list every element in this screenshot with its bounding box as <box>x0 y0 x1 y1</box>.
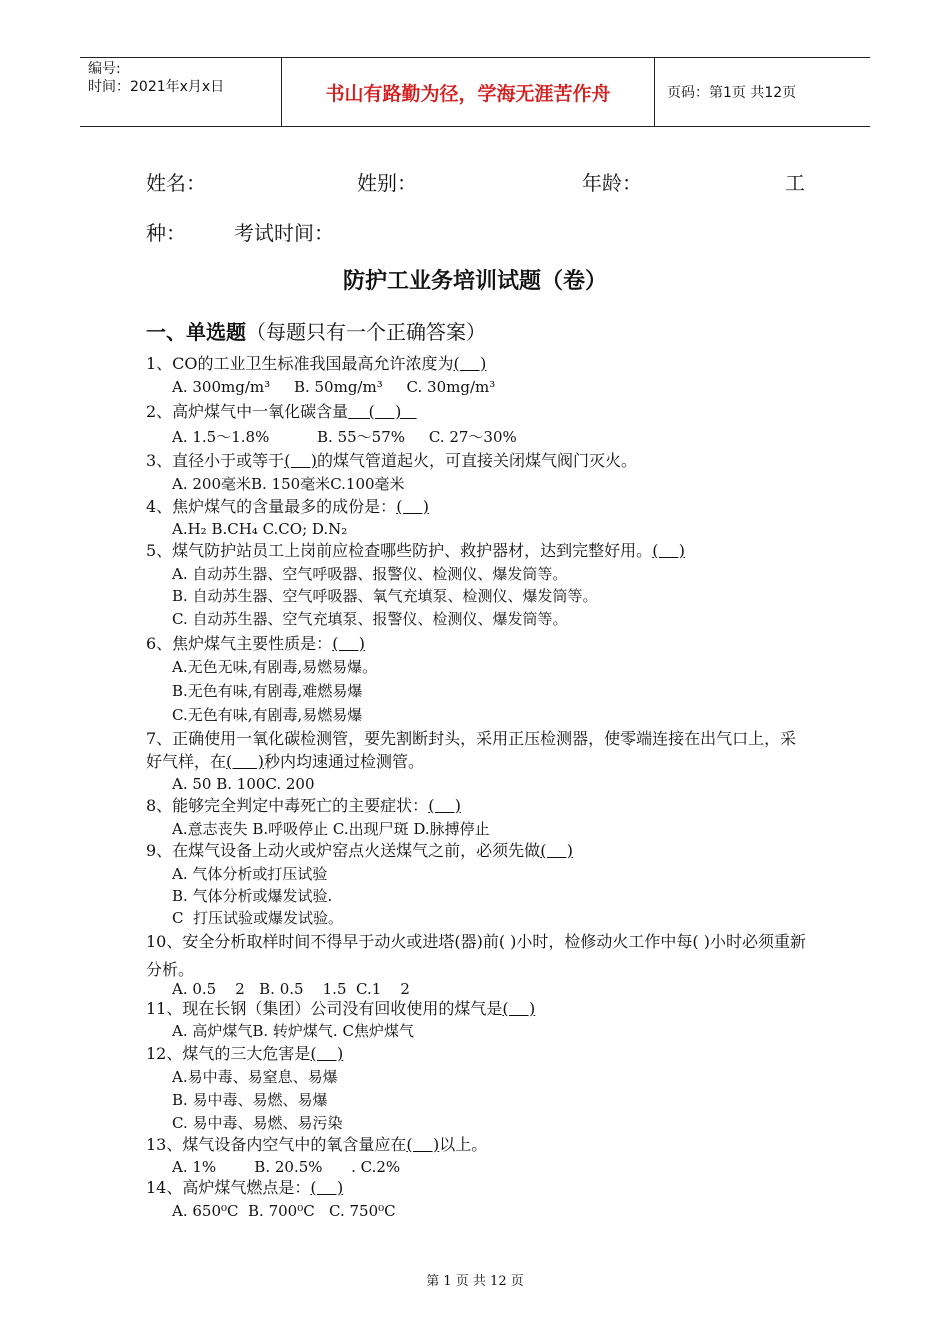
question-8 <box>146 795 811 817</box>
page-title: 防护工业务培训试题（卷） <box>342 269 607 294</box>
options-q13: A. 1% B. 20.5% . C.2% <box>172 1158 401 1176</box>
answer-blank: ( ) <box>310 1178 344 1197</box>
header-page-info: 页码：第1页 共12页 <box>667 85 797 101</box>
question-12 <box>146 1043 811 1065</box>
options-q8: A.意志丧失 B.呼吸停止 C.出现尸斑 D.脉搏停止 <box>172 820 490 838</box>
question-14 <box>146 1177 811 1199</box>
question-4 <box>146 496 811 518</box>
question-text: 13、煤气设备内空气中的氧含量应在 <box>146 1135 407 1154</box>
question-13 <box>146 1134 811 1156</box>
options-q5-b: B. 自动苏生器、空气呼吸器、氧气充填泵、检测仪、爆发筒等。 <box>172 587 598 605</box>
options-q12-b: B. 易中毒、易燃、易爆 <box>172 1091 328 1109</box>
options-q4: A.H₂ B.CH₄ C.CO; D.N₂ <box>172 520 348 538</box>
answer-blank: ( ) <box>332 634 366 653</box>
answer-blank: ( ) <box>428 796 462 815</box>
question-text: 5、煤气防护站员工上岗前应检查哪些防护、救护器材，达到完整好用。 <box>146 541 653 560</box>
answer-blank: ( ) <box>310 1044 344 1063</box>
time-label: 时间：2021年x月x日 <box>88 79 225 95</box>
age-field: 年龄： <box>582 171 642 195</box>
section-note: （每题只有一个正确答案） <box>246 320 486 344</box>
question-text-after: 以上。 <box>439 1135 488 1154</box>
question-10 <box>146 928 811 984</box>
options-q6-a: A.无色无味,有剧毒,易燃易爆。 <box>172 658 378 676</box>
question-text: 14、高炉煤气燃点是： <box>146 1178 311 1197</box>
section-heading <box>146 316 486 345</box>
question-text: 9、在煤气设备上动火或炉窑点火送煤气之前，必须先做 <box>146 841 541 860</box>
page-footer: 第 1 页 共 12 页 <box>426 1274 524 1289</box>
question-text: 3、直径小于或等于 <box>146 451 285 470</box>
question-9 <box>146 840 811 862</box>
options-q1: A. 300mg/m³ B. 50mg/m³ C. 30mg/m³ <box>172 378 496 396</box>
answer-blank: ( ) <box>226 752 264 771</box>
options-q9-b: B. 气体分析或爆发试验. <box>172 887 333 905</box>
question-11 <box>146 998 811 1020</box>
question-7 <box>146 727 811 773</box>
options-q2: A. 1.5～1.8% B. 55～57% C. 27～30% <box>172 428 517 446</box>
answer-blank: ( ) <box>284 451 318 470</box>
options-q12-c: C. 易中毒、易燃、易污染 <box>172 1114 343 1132</box>
options-q6-c: C.无色有味,有剧毒,易燃易爆 <box>172 706 363 724</box>
answer-blank: ( ) <box>502 999 536 1018</box>
question-text: 11、现在长钢（集团）公司没有回收使用的煤气是 <box>146 999 503 1018</box>
question-1 <box>146 353 811 375</box>
answer-blank: ( ) <box>348 402 417 421</box>
question-text: 10、安全分析取样时间不得早于动火或进塔(器)前( )小时，检修动火工作中每( )小时必须重新分析。 <box>146 932 806 979</box>
gender-field: 姓别： <box>357 171 417 195</box>
question-text: 2、高炉煤气中一氧化碳含量 <box>146 402 349 421</box>
question-text-after: 的煤气管道起火，可直接关闭煤气阀门灭火。 <box>317 451 638 470</box>
question-text: 1、CO的工业卫生标准我国最高允许浓度为 <box>146 354 454 373</box>
section-title: 一、单选题 <box>146 320 246 344</box>
options-q9-a: A. 气体分析或打压试验 <box>172 865 328 883</box>
answer-blank: ( ) <box>652 541 686 560</box>
question-2 <box>146 401 811 423</box>
options-q9-c: C 打压试验或爆发试验。 <box>172 909 344 927</box>
header-meta <box>80 58 282 126</box>
options-q11: A. 高炉煤气B. 转炉煤气. C焦炉煤气 <box>172 1022 414 1040</box>
options-q6-b: B.无色有味,有剧毒,难燃易爆 <box>172 682 363 700</box>
name-field: 姓名： <box>146 171 206 195</box>
question-5 <box>146 540 811 562</box>
question-text-after: 秒内均速通过检测管。 <box>263 752 424 771</box>
serial-label: 编号: <box>88 61 121 77</box>
page-header <box>80 57 870 127</box>
question-text: 8、能够完全判定中毒死亡的主要症状： <box>146 796 429 815</box>
job-field-b: 种： <box>146 221 186 245</box>
question-text: 12、煤气的三大危害是 <box>146 1044 311 1063</box>
options-q3: A. 200毫米B. 150毫米C.100毫米 <box>172 475 405 493</box>
answer-blank: ( ) <box>453 354 487 373</box>
question-text: 7、正确使用一氧化碳检测管，要先割断封头，采用正压检测器，使零端连接在出气口上，采好气样，在 <box>146 729 797 771</box>
question-6 <box>146 633 811 655</box>
exam-time-field: 考试时间： <box>234 221 334 245</box>
options-q5-a: A. 自动苏生器、空气呼吸器、报警仪、检测仪、爆发筒等。 <box>172 565 568 583</box>
options-q14: A. 650⁰C B. 700⁰C C. 750⁰C <box>172 1202 396 1220</box>
question-text: 6、焦炉煤气主要性质是： <box>146 634 333 653</box>
options-q7: A. 50 B. 100C. 200 <box>172 775 315 793</box>
options-q5-c: C. 自动苏生器、空气充填泵、报警仪、检测仪、爆发筒等。 <box>172 610 568 628</box>
options-q10: A. 0.5 2 B. 0.5 1.5 C.1 2 <box>172 980 410 998</box>
question-text: 4、焦炉煤气的含量最多的成份是： <box>146 497 397 516</box>
question-3 <box>146 450 811 472</box>
job-field-a: 工 <box>785 171 805 195</box>
answer-blank: ( ) <box>540 841 574 860</box>
answer-blank: ( ) <box>396 497 430 516</box>
options-q12-a: A.易中毒、易窒息、易爆 <box>172 1068 338 1086</box>
header-motto: 书山有路勤为径，学海无涯苦作舟 <box>282 58 655 126</box>
answer-blank: ( ) <box>406 1135 440 1154</box>
